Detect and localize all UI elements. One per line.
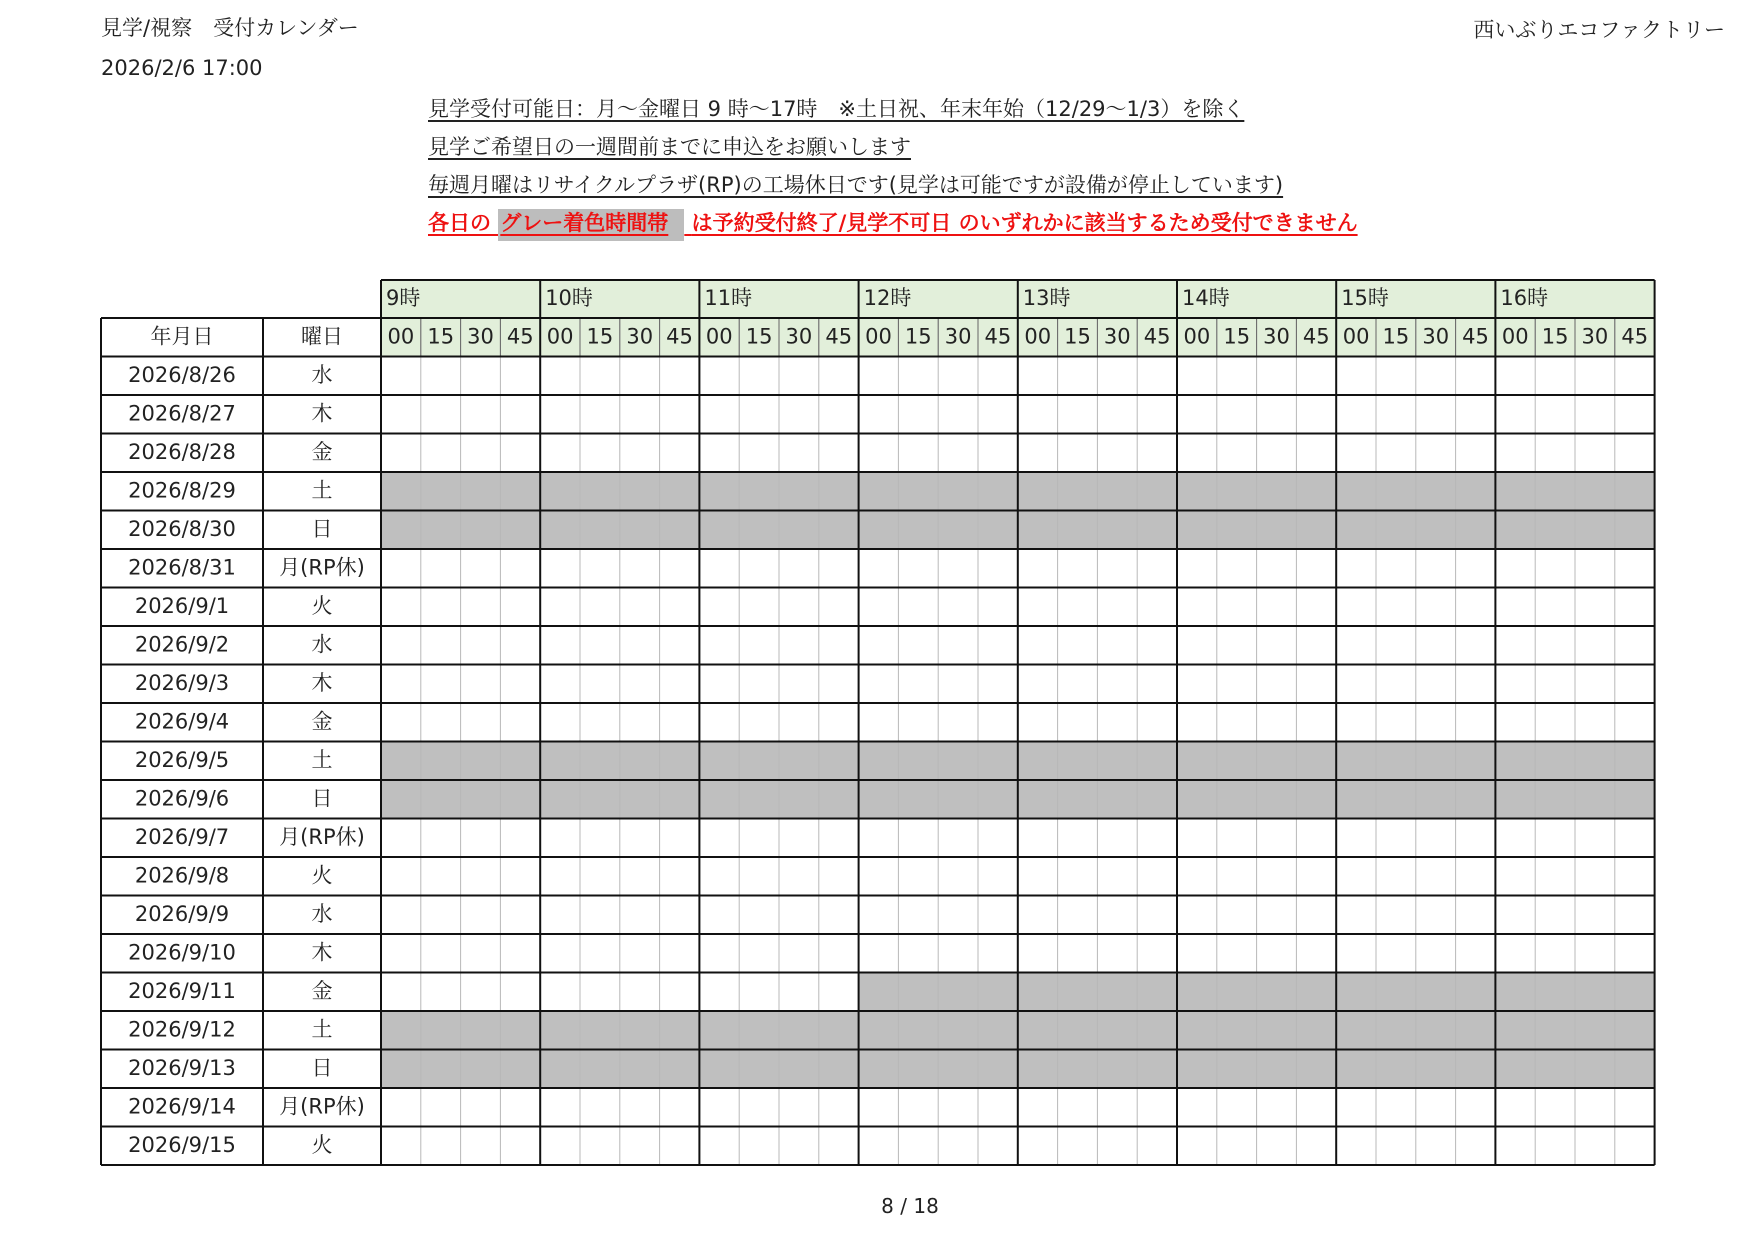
row-date: 2026/9/1 [134,593,230,618]
minute-label: 00 [387,324,415,349]
note-application-deadline: 見学ご希望日の一週間前までに申込をお願いします [428,135,911,159]
minute-label: 30 [785,324,813,349]
row-date: 2026/9/4 [134,709,230,734]
row-date: 2026/9/14 [128,1094,236,1119]
minute-label: 15 [745,324,773,349]
row-weekday: 日 [311,786,333,811]
row-date: 2026/9/5 [134,747,230,772]
minute-label: 15 [1382,324,1410,349]
row-weekday: 土 [311,747,333,772]
hour-label: 11時 [704,286,753,310]
row-weekday: 火 [311,863,333,888]
row-weekday: 火 [311,593,333,618]
minute-label: 30 [1581,324,1609,349]
row-weekday: 月(RP休) [279,1094,365,1119]
row-date: 2026/8/27 [128,401,236,426]
minute-label: 30 [1422,324,1450,349]
row-weekday: 水 [311,632,333,657]
warning-prefix: 各日の [428,211,491,235]
hour-label: 12時 [863,286,912,310]
row-date: 2026/9/12 [128,1017,236,1042]
minute-label: 30 [626,324,654,349]
row-date: 2026/9/3 [134,670,230,695]
row-date: 2026/9/11 [128,978,236,1003]
row-date: 2026/8/28 [128,439,236,464]
row-weekday: 土 [311,1017,333,1042]
row-weekday: 水 [311,362,333,387]
row-date: 2026/9/7 [134,824,230,849]
hour-label: 15時 [1341,286,1389,310]
row-date: 2026/9/8 [134,863,230,888]
minute-label: 45 [1302,324,1330,349]
organization-name: 西いぶりエコファクトリー [1473,18,1725,42]
row-date: 2026/9/6 [134,786,230,811]
minute-label: 45 [1621,324,1649,349]
minute-label: 00 [546,324,574,349]
note-available-days: 見学受付可能日：月～金曜日 9 時～17時 ※土日祝、年末年始（12/29～1/3）を除く [428,97,1245,121]
minute-label: 45 [825,324,853,349]
minute-label: 45 [666,324,693,349]
minute-label: 15 [427,324,455,349]
row-date: 2026/8/29 [128,478,236,503]
page-indicator: 8 / 18 [881,1194,939,1218]
row-date: 2026/9/2 [134,632,230,657]
hour-label: 13時 [1022,286,1071,310]
row-weekday: 日 [311,516,333,541]
hour-label: 14時 [1182,286,1230,310]
hour-label: 9時 [386,286,421,310]
note-rp-holiday: 毎週月曜はリサイクルプラザ(RP)の工場休日です(見学は可能ですが設備が停止しています) [428,173,1284,197]
minute-label: 00 [1501,324,1529,349]
row-date: 2026/8/26 [128,362,236,387]
warning-suffix: は予約受付終了/見学不可日 のいずれかに該当するため受付できません [691,211,1358,235]
minute-label: 30 [944,324,972,349]
row-weekday: 金 [311,978,333,1003]
warning-highlight: グレー着色時間帯 [498,209,684,241]
row-date: 2026/9/10 [128,940,236,965]
minute-label: 15 [904,324,932,349]
minute-label: 45 [506,324,534,349]
row-date: 2026/8/31 [128,555,236,580]
row-weekday: 火 [311,1132,333,1157]
minute-label: 15 [1223,324,1251,349]
minute-label: 00 [1342,324,1370,349]
row-weekday: 水 [311,901,333,926]
row-date: 2026/9/15 [128,1132,236,1157]
minute-label: 45 [1462,324,1489,349]
minute-label: 45 [1143,324,1171,349]
row-weekday: 日 [311,1055,333,1080]
hour-label: 10時 [545,286,593,310]
minute-label: 00 [1024,324,1052,349]
minute-label: 30 [1263,324,1290,349]
row-weekday: 金 [311,709,333,734]
date-column-header: 年月日 [150,324,214,349]
hour-label: 16時 [1500,286,1549,310]
row-weekday: 金 [311,439,333,464]
minute-label: 00 [1183,324,1211,349]
minute-label: 00 [705,324,733,349]
row-date: 2026/9/9 [134,901,230,926]
row-weekday: 月(RP休) [279,824,365,849]
minute-label: 45 [984,324,1012,349]
row-weekday: 木 [311,940,333,965]
row-weekday: 木 [311,401,333,426]
row-weekday: 木 [311,670,333,695]
minute-label: 15 [1541,324,1569,349]
minute-label: 15 [1064,324,1091,349]
minute-label: 30 [467,324,494,349]
row-weekday: 月(RP休) [279,555,365,580]
row-date: 2026/8/30 [128,516,236,541]
page-title: 見学/視察 受付カレンダー [101,16,359,40]
minute-label: 30 [1103,324,1131,349]
row-date: 2026/9/13 [128,1055,236,1080]
weekday-column-header: 曜日 [301,324,343,349]
timestamp: 2026/2/6 17:00 [101,56,263,80]
row-weekday: 土 [311,478,333,503]
minute-label: 00 [865,324,892,349]
minute-label: 15 [586,324,614,349]
